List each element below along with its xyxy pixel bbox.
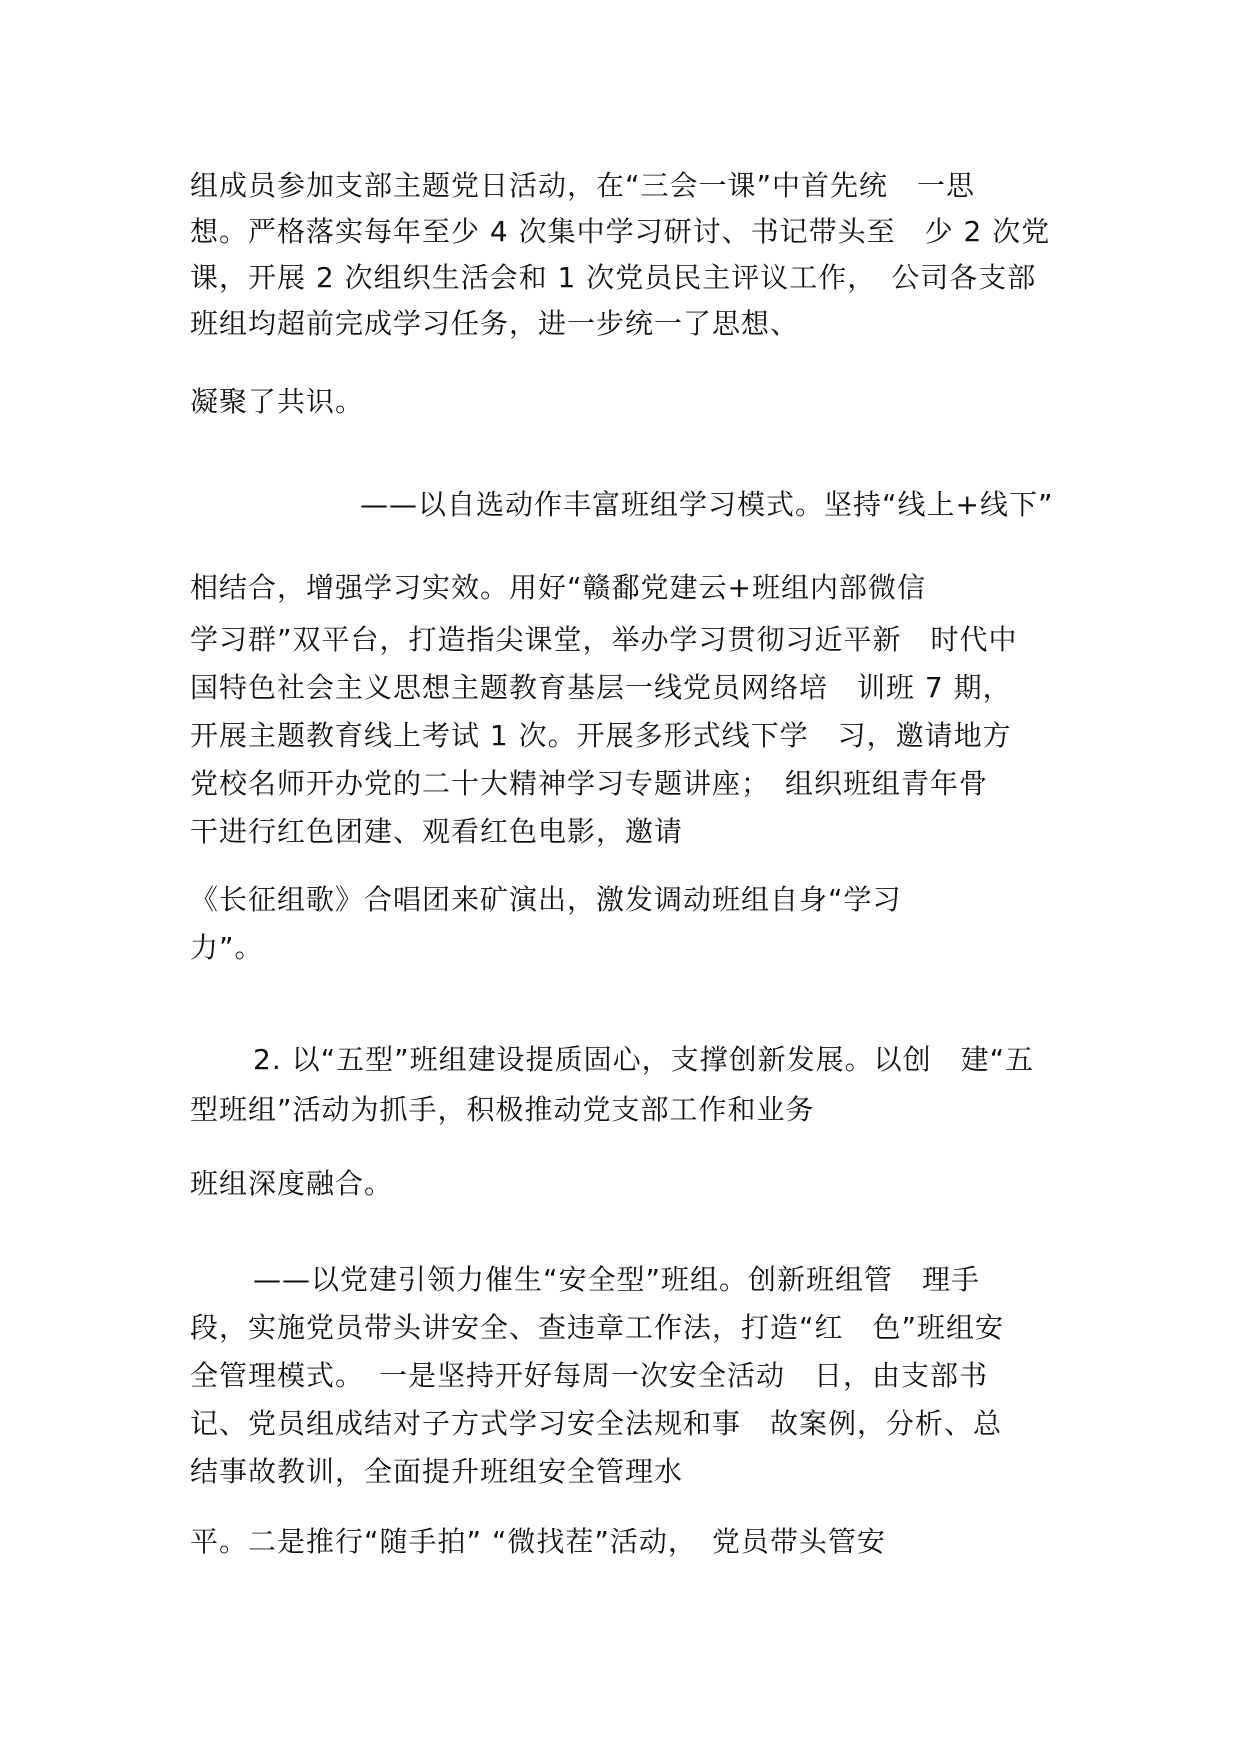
- text-line: 班组深度融合。: [190, 1167, 394, 1200]
- text-line: 班组均超前完成学习任务，进一步统一了思想、: [190, 307, 800, 340]
- text-line: 型班组”活动为抓手，积极推动党支部工作和业务: [190, 1093, 815, 1126]
- text-line: 相结合，增强学习实效。用好“赣鄱党建云+班组内部微信: [190, 571, 926, 604]
- text-line: 《长征组歌》合唱团来矿演出，激发调动班组自身“学习: [190, 883, 902, 916]
- text-line: 课，开展 2 次组织生活会和 1 次党员民主评议工作， 公司各支部: [190, 261, 1037, 294]
- text-line: 结事故教训，全面提升班组安全管理水: [190, 1455, 684, 1488]
- text-line: 开展主题教育线上考试 1 次。开展多形式线下学 习，邀请地方: [190, 719, 1012, 752]
- text-line: 2. 以“五型”班组建设提质固心，支撑创新发展。以创 建“五: [253, 1043, 1035, 1076]
- text-line: 组成员参加支部主题党日活动，在“三会一课”中首先统 一思: [190, 169, 976, 202]
- text-line: ——以自选动作丰富班组学习模式。坚持“线上+线下”: [360, 488, 1054, 521]
- text-line: 力”。: [190, 931, 264, 964]
- text-line: 记、党员组成结对子方式学习安全法规和事 故案例，分析、总: [190, 1407, 1003, 1440]
- text-line: 国特色社会主义思想主题教育基层一线党员网络培 训班 7 期，: [190, 671, 1012, 704]
- text-line: 全管理模式。 一是坚持开好每周一次安全活动 日，由支部书: [190, 1359, 989, 1392]
- text-line: 想。严格落实每年至少 4 次集中学习研讨、书记带头至 少 2 次党: [190, 215, 1051, 248]
- text-line: 学习群”双平台，打造指尖课堂，举办学习贯彻习近平新 时代中: [190, 623, 1018, 656]
- text-line: 干进行红色团建、观看红色电影，邀请: [190, 815, 684, 848]
- text-line: 段，实施党员带头讲安全、查违章工作法，打造“红 色”班组安: [190, 1311, 1005, 1344]
- text-line: 平。二是推行“随手拍” “微找茬”活动， 党员带头管安: [190, 1525, 886, 1558]
- text-line: ——以党建引领力催生“安全型”班组。创新班组管 理手: [253, 1263, 981, 1296]
- text-line: 凝聚了共识。: [190, 385, 365, 418]
- text-line: 党校名师开办党的二十大精神学习专题讲座； 组织班组青年骨: [190, 767, 989, 800]
